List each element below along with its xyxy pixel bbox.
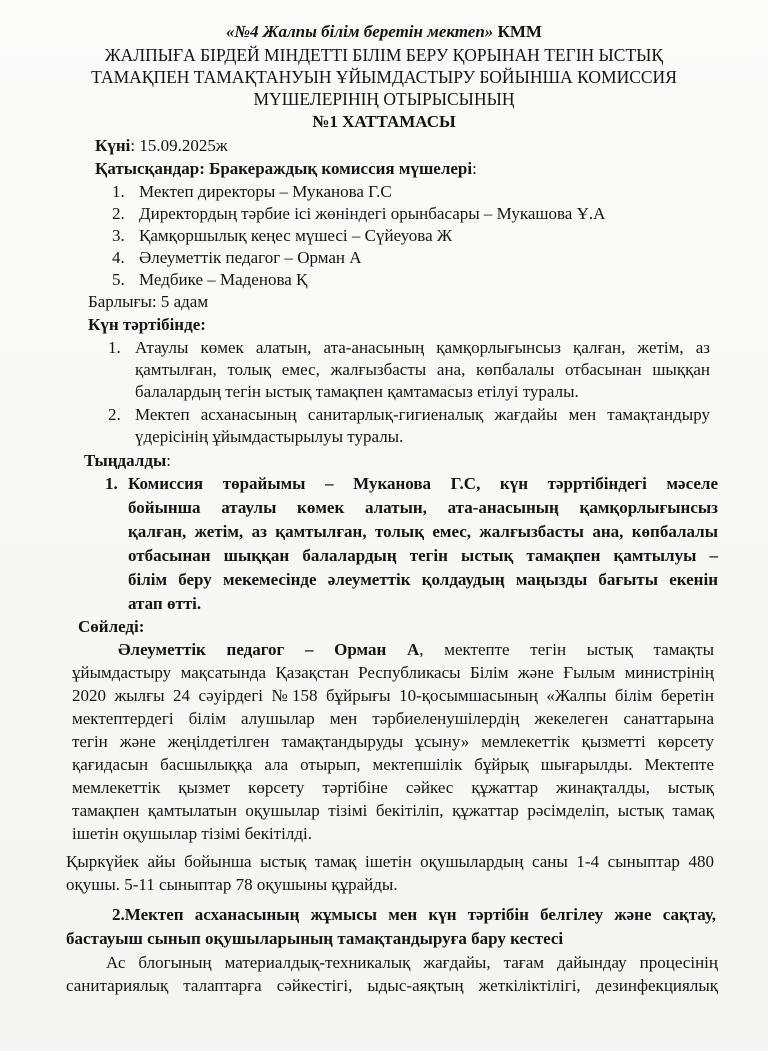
heard-line: атап өтті.	[128, 594, 202, 613]
spoke-line: тамақпен қамтылатын оқушылар тізімі бекітіліп, құжаттар рәсімделіп, ыстық тамақ	[72, 801, 714, 820]
participants-heading	[95, 159, 477, 179]
participants-colon: :	[472, 159, 477, 178]
spoke-line: 2020 жылғы 24 сәуірдегі №158 бұйрығы 10-қосымшасының «Жалпы білім беретін	[72, 686, 714, 705]
spoke-line: ұйымдастыру мақсатында Қазақстан Республикасы Білім және Ғылым министрінің	[72, 663, 714, 682]
date-label: Күні	[95, 136, 131, 155]
section2-body-line: санитариялық талаптарға сәйкестігі, ыдыс-аяқтың жеткіліктілігі, дезинфекциялық	[66, 976, 718, 995]
title-line-2: ТАМАҚПЕН ТАМАҚТАНУЫН ҰЙЫМДАСТЫРУ БОЙЫНША КОМИССИЯ	[91, 67, 677, 87]
participant-number: 1.	[112, 182, 125, 201]
title-line-3: МҮШЕЛЕРІНІҢ ОТЫРЫСЫНЫҢ	[253, 89, 515, 109]
heard-item-number: 1.	[105, 474, 118, 493]
participant-text: Медбике – Маденова Қ	[139, 270, 308, 289]
heard-line: білім беру мекемесінде әлеуметтік қолдаудың маңызды бағыты екенін	[128, 570, 718, 589]
participant-item	[112, 204, 605, 224]
spoke-line: ішетін оқушылар тізімі бекітілді.	[72, 824, 312, 843]
participant-number: 5.	[112, 270, 125, 289]
agenda-item-number: 1.	[108, 338, 121, 357]
spoke-line: мектептердегі білім алушылар мен тәрбиеленушілердің жекелеген санаттарына	[72, 709, 714, 728]
student-count-line: оқушы. 5-11 сыныптар 78 оқушыны құрайды.	[66, 875, 398, 894]
spoke-line: мемлекеттік қызмет көрсету тәртібіне сәйкес құжаттар жинақталды, ыстық	[72, 778, 714, 797]
heard-line: отбасынан шыққан балалардың тегін ыстық тамақпен қамтылуы –	[128, 546, 718, 565]
heard-colon: :	[166, 451, 171, 470]
participant-item	[112, 226, 452, 246]
participant-text: Қамқоршылық кеңес мүшесі – Сүйеуова Ж	[139, 226, 453, 245]
participants-label: Қатысқандар: Бракераждық комиссия мүшелері	[95, 159, 473, 178]
school-name-italic: «№4 Жалпы білім беретін мектеп»	[226, 22, 494, 41]
date-value: : 15.09.2025ж	[130, 136, 228, 155]
speaker-name: Әлеуметтік педагог – Орман А	[118, 640, 420, 659]
section2-body-line: Ас блогының материалдық-техникалық жағдайы, тағам дайындау процесінің	[106, 953, 718, 972]
heard-line: бойынша атаулы көмек алатын, ата-анасының қамқорлығынсыз	[128, 498, 718, 517]
participant-number: 2.	[112, 204, 125, 223]
heard-line: Комиссия төрайымы – Муканова Г.С, күн тәрртібіндегі мәселе	[128, 474, 718, 493]
agenda-item-line: Мектеп асханасының санитарлық-гигиеналық жағдайы мен тамақтандыру	[135, 405, 710, 424]
agenda-item-line: қамтылған, толық емес, жалғызбасты ана, көпбалалы отбасынан шыққан	[135, 360, 710, 379]
spoke-line: қағидасын басшылыққа ала отырып, мектепшілік бұйрық шығарылды. Мектепте	[72, 755, 714, 774]
participant-text: Мектеп директоры – Муканова Г.С	[139, 182, 392, 201]
participant-item	[112, 248, 362, 268]
participants-total: Барлығы: 5 адам	[88, 292, 209, 311]
spoke-first-line-rest: , мектепте тегін ыстық тамақты	[419, 640, 714, 659]
participant-text: Әлеуметтік педагог – Орман А	[139, 248, 362, 267]
heard-line: қалған, жетім, аз қамтылған, толық емес, жалғызбасты ана, көпбалалы	[128, 522, 718, 541]
agenda-item-line: балалардың тегін ыстық тамақпен қамтамасыз етілуі туралы.	[135, 382, 579, 401]
participant-text: Директордың тәрбие ісі жөніндегі орынбасары – Мукашова Ұ.А	[139, 204, 606, 223]
participant-item	[112, 270, 307, 290]
title-line-1: ЖАЛПЫҒА БІРДЕЙ МІНДЕТТІ БІЛІМ БЕРУ ҚОРЫНАН ТЕГІН ЫСТЫҚ	[104, 45, 664, 65]
school-name-suffix: КММ	[493, 22, 542, 41]
section2-title-line: 2.Мектеп асханасының жұмысы мен күн тәртібін белгілеу және сақтау,	[112, 905, 716, 924]
spoke-label: Сөйледі:	[78, 617, 145, 636]
participant-item	[112, 182, 392, 202]
agenda-label: Күн тәртібінде:	[88, 315, 206, 334]
heard-label: Тыңдалды	[84, 451, 167, 470]
spoke-first-line	[118, 640, 714, 660]
participant-number: 4.	[112, 248, 125, 267]
spoke-line: тегін және жеңілдетілген тамақтандыруды ұсыну» мемлекеттік қызметті көрсету	[72, 732, 714, 751]
section2-title-line: бастауыш сынып оқушыларының тамақтандыруға бару кестесі	[66, 929, 564, 948]
agenda-item-number: 2.	[108, 405, 121, 424]
school-name	[0, 22, 768, 42]
participant-number: 3.	[112, 226, 125, 245]
heard-heading	[84, 451, 171, 471]
agenda-item-line: Атаулы көмек алатын, ата-анасының қамқорлығынсыз қалған, жетім, аз	[135, 338, 710, 357]
meeting-date	[95, 136, 228, 156]
protocol-number: №1 ХАТТАМАСЫ	[312, 112, 456, 131]
agenda-item-line: үдерісінің ұйымдастырылуы туралы.	[135, 427, 404, 446]
student-count-line: Қыркүйек айы бойынша ыстық тамақ ішетін оқушылардың саны 1-4 сыныптар 480	[66, 852, 714, 871]
